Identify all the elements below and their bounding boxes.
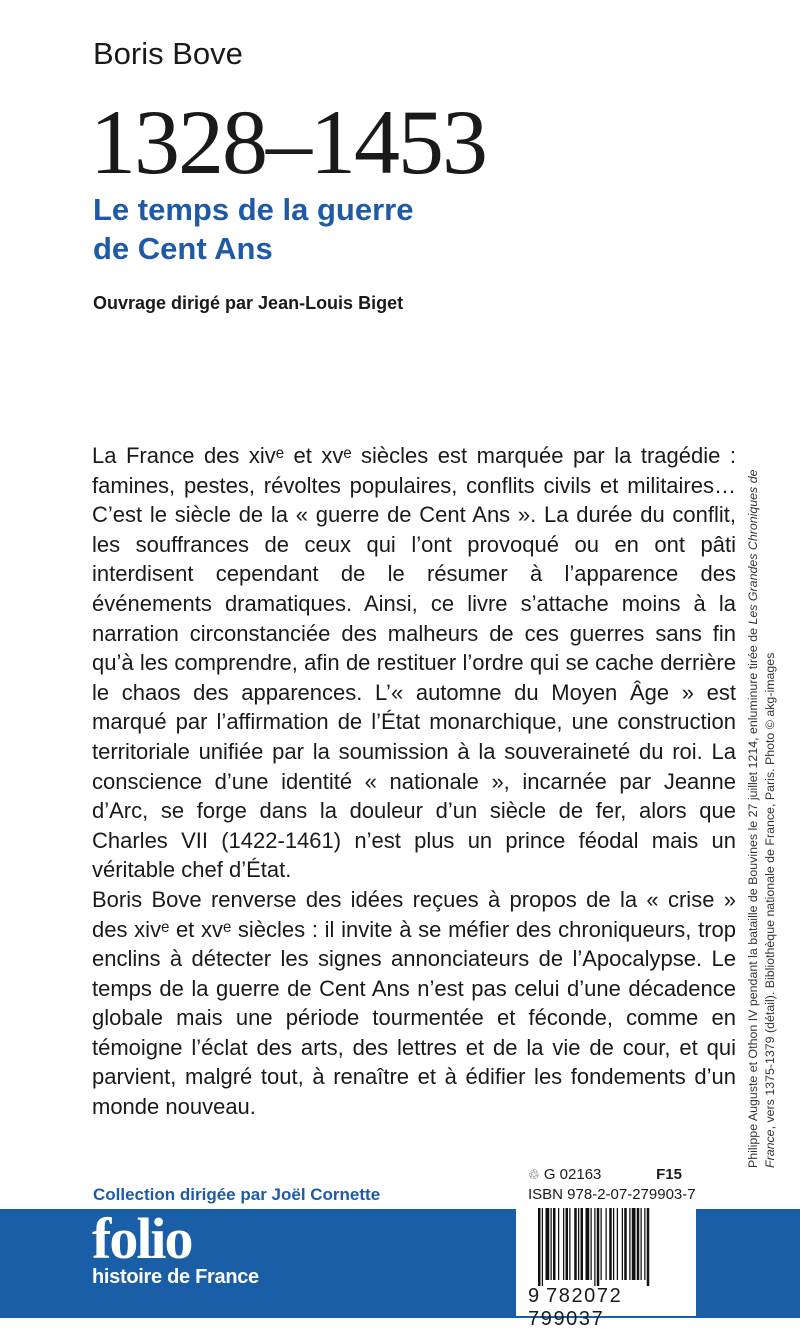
ean-first-digit: 9 [528,1285,541,1307]
barcode-bar [624,1208,627,1280]
ean-digit-groups: 782072 799037 [528,1285,623,1330]
barcode-bar [591,1208,592,1280]
barcode-bar [637,1208,640,1280]
barcode-bar [546,1208,550,1280]
subtitle-line-1: Le temps de la guerre [93,192,414,227]
barcode-box [516,1160,696,1330]
barcode-bar [566,1208,569,1280]
author-name: Boris Bove [93,36,243,71]
isbn: ISBN 978-2-07-279903-7 [528,1186,696,1203]
book-title-years: 1328–1453 [90,91,486,193]
blurb-paragraph-1: La France des xivᵉ et xvᵉ siècles est marquée par la tragédie : famines, pestes, révoltes populaires, conflits civils et militaires… C’est le siècle de la « guerre de Cent Ans ». La durée du conflit, les souffrances de ceux qui l’ont provoqué ou en ont pâti interdisent cependant de le résumer à l’apparence des événements dramatiques. Ainsi, ce livre s’attache moins à la narration circonstanciée des malheurs de ces guerres sans fin qu’à les comprendre, afin de restituer l’ordre qui se cache derrière le chaos des apparences. L’« automne du Moyen Âge » est marqué par l’affirmation de l’État monarchique, une construction territoriale unifiée par la soumission à la souveraineté du roi. La conscience d’une identité « nationale », incarnée par Jeanne d’Arc, se forge dans la douleur d’un siècle de fer, alors que Charles VII (1422-1461) n’est plus un prince féodal mais un véritable chef d’État. [92,443,736,883]
credit-text-part-2: , vers 1375-1379 (détail). Bibliothèque nationale de France, Paris. Photo © akg-images [762,652,777,1130]
blurb-paragraph-2: Boris Bove renverse des idées reçues à propos de la « crise » des xivᵉ et xvᵉ siècles : il invite à se méfier des chroniqueurs, trop enclins à détecter les signes annonciateurs de l’Apocalypse. Le temps de la guerre de Cent Ans n’est pas celui d’une décadence globale mais une période tourmentée et féconde, comme en témoigne l’éclat des arts, des lettres et de la vie de cour, et qui parvient, malgré tout, à renaître et à édifier les fondements d’un monde nouveau. [92,886,736,1120]
barcode-bar [641,1208,642,1280]
barcode-bar [578,1208,579,1280]
product-code-text: G 02163 [543,1166,602,1183]
ean-digits [528,1285,696,1331]
barcode-bar [629,1208,630,1280]
barcode-bar [538,1208,541,1286]
barcode-bar [647,1208,650,1286]
price-code: F15 [656,1166,682,1183]
credit-text-part-1: Philippe Auguste et Othon IV pendant la bataille de Bouvines le 27 juillet 1214, enluminure tirée de [746,624,760,1168]
barcode-bar [644,1208,645,1280]
subtitle-line-2: de Cent Ans [93,231,273,266]
back-cover-blurb [92,441,736,1122]
barcode-bar [586,1208,590,1280]
recycle-icon: ♲ [528,1167,540,1182]
folio-logo-subtitle: histoire de France [92,1266,259,1288]
barcode-bar [581,1208,584,1280]
barcode-bar [622,1208,623,1280]
collection-director: Collection dirigée par Joël Cornette [93,1185,381,1204]
folio-logo-word: folio [92,1206,192,1271]
barcode-bar [601,1208,602,1280]
barcode-bar [632,1208,636,1280]
barcode-bar [609,1208,612,1280]
barcode-bar [569,1208,570,1280]
barcode-bar [574,1208,577,1280]
barcode-icon [538,1208,684,1286]
barcode-bar [563,1208,564,1280]
barcode-bar [606,1208,607,1280]
barcode-bar [542,1208,543,1286]
barcode-bar [617,1208,618,1280]
book-subtitle [93,190,413,268]
image-credit [745,428,778,1168]
barcode-bar [551,1208,552,1280]
barcode-bar [558,1208,559,1280]
product-code [528,1166,601,1183]
barcode-bar [594,1208,595,1286]
credit-book-title: Les Grandes Chroniques de France [746,469,777,1168]
barcode-bar [597,1208,600,1286]
folio-logo [92,1206,259,1289]
barcode-bar [613,1208,614,1280]
barcode-bar [553,1208,556,1280]
series-director: Ouvrage dirigé par Jean-Louis Biget [93,293,404,313]
